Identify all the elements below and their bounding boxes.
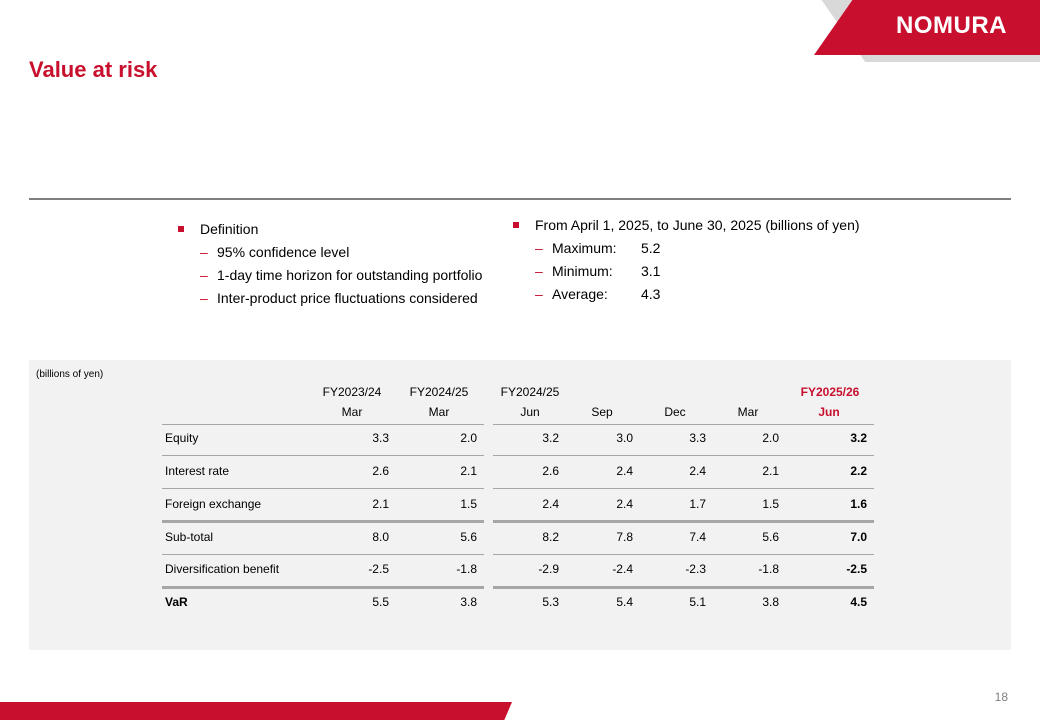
table-cell: 5.1 [689,595,706,609]
table-cell: 5.3 [542,595,559,609]
table-cell: 7.8 [616,530,633,544]
table-cell: 3.8 [762,595,779,609]
table-cell-current: 4.5 [850,595,867,609]
table-cell-current: 1.6 [850,497,867,511]
definition-item: – Inter-product price fluctuations considered [174,287,482,310]
group-header-current: FY2025/26 [800,385,860,399]
footer-red-bar [0,702,512,720]
column-header: Dec [664,405,686,419]
column-header: Mar [737,405,759,419]
period-heading: From April 1, 2025, to June 30, 2025 (billions of yen) [509,214,860,237]
table-cell: 2.0 [762,431,779,445]
table-cell: 1.7 [689,497,706,511]
dash-icon: – [535,240,543,256]
table-cell: 5.5 [372,595,389,609]
table-cell: 5.6 [460,530,477,544]
table-cell: 3.0 [616,431,633,445]
table-cell: -2.3 [685,562,706,576]
row-label: Interest rate [165,464,230,478]
definition-item: – 1-day time horizon for outstanding portfolio [174,264,482,287]
row-label: Foreign exchange [165,497,262,511]
table-cell-current: -2.5 [846,562,867,576]
table-cell: -2.4 [612,562,633,576]
table-cell: 2.6 [542,464,559,478]
table-row [162,455,874,488]
page-title: Value at risk [29,57,158,82]
bullet-square-icon [178,226,184,232]
column-header: Jun [520,405,540,419]
table-cell: 5.6 [762,530,779,544]
column-header-current: Jun [818,405,840,419]
table-cell: -1.8 [456,562,477,576]
table-cell: 2.1 [762,464,779,478]
row-label: Sub-total [165,530,214,544]
group-header: FY2024/25 [409,385,469,399]
table-cell: 3.3 [689,431,706,445]
period-block [509,214,860,306]
table-cell: 7.4 [689,530,706,544]
dash-icon: – [535,286,543,302]
stat-maximum: – Maximum: 5.2 [509,237,860,260]
table-cell: 8.2 [542,530,559,544]
row-label: VaR [165,595,188,609]
table-cell-current: 3.2 [850,431,867,445]
table-cell: 3.2 [542,431,559,445]
table-cell: -2.5 [368,562,389,576]
table-row [162,488,874,521]
table-cell: -1.8 [758,562,779,576]
table-cell: 2.4 [616,464,633,478]
table-cell: 2.4 [616,497,633,511]
dash-icon: – [200,244,208,260]
nomura-logo: NOMURA [896,12,1007,39]
table-cell: 2.4 [689,464,706,478]
title-divider [29,198,1011,200]
group-header: FY2024/25 [500,385,560,399]
row-label: Diversification benefit [165,562,280,576]
definition-heading: Definition [174,218,482,241]
table-cell: 2.0 [460,431,477,445]
column-header: Mar [428,405,450,419]
table-cell-current: 2.2 [850,464,867,478]
group-header: FY2023/24 [322,385,382,399]
row-label: Equity [165,431,199,445]
table-cell: 2.1 [460,464,477,478]
table-cell: 2.4 [542,497,559,511]
table-cell: 2.6 [372,464,389,478]
page-number: 18 [994,690,1008,704]
table-row-subtotal [162,521,874,554]
definition-item: – 95% confidence level [174,241,482,264]
table-cell: 2.1 [372,497,389,511]
bullet-square-icon [513,222,519,228]
table-row-total [162,586,874,619]
column-header: Sep [591,405,613,419]
dash-icon: – [535,263,543,279]
table-cell: 5.4 [616,595,633,609]
table-row [162,422,874,455]
column-header: Mar [341,405,363,419]
table-cell: 3.3 [372,431,389,445]
table-cell: 8.0 [372,530,389,544]
stat-minimum: – Minimum: 3.1 [509,260,860,283]
table-cell: 1.5 [762,497,779,511]
dash-icon: – [200,267,208,283]
table-cell-current: 7.0 [850,530,867,544]
dash-icon: – [200,290,208,306]
table-cell: 1.5 [460,497,477,511]
stat-average: – Average: 4.3 [509,283,860,306]
table-row [162,553,874,586]
table-unit-note: (billions of yen) [36,369,104,380]
table-cell: 3.8 [460,595,477,609]
definition-block [174,218,482,310]
table-cell: -2.9 [538,562,559,576]
